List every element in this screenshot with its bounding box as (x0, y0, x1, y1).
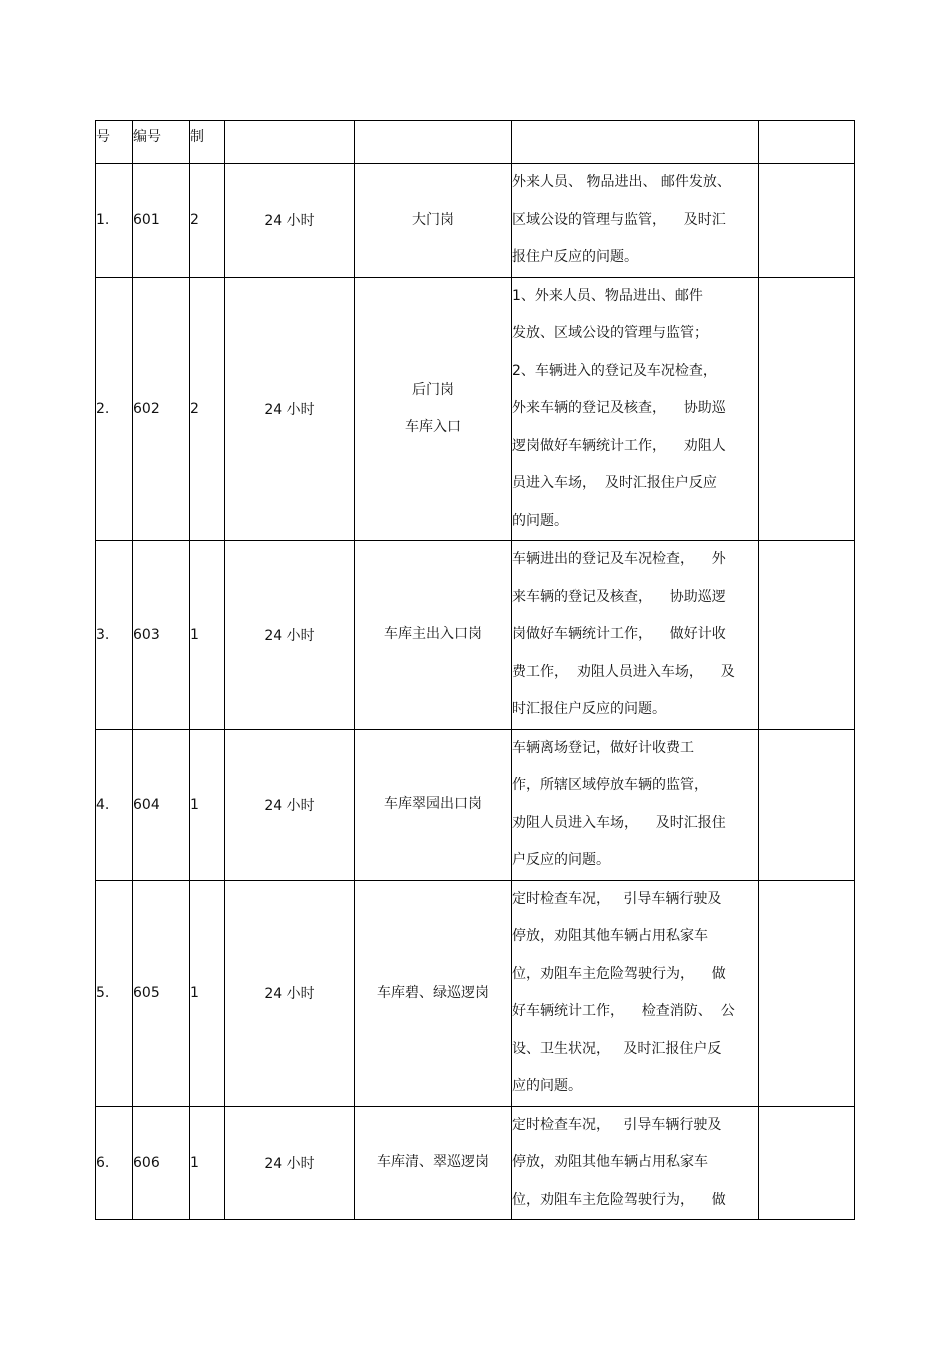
post-name-line: 车库入口 (405, 418, 461, 435)
duty-description-cell (512, 541, 759, 730)
duty-line: 外来人员、 物品进出、 邮件发放、 (512, 174, 731, 190)
shift-count-cell: 1 (190, 729, 225, 880)
duty-table (95, 120, 855, 1220)
row-number-cell: 6. (96, 1106, 133, 1220)
row-number-cell: 5. (96, 880, 133, 1106)
post-name-cell (355, 880, 512, 1106)
header-cell-hours (225, 121, 355, 164)
duty-line: 时汇报住户反应的问题。 (512, 701, 666, 717)
hours-cell: 24 小时 (225, 541, 355, 730)
hours-cell: 24 小时 (225, 729, 355, 880)
post-name-cell (355, 1106, 512, 1220)
duty-line: 停放，劝阻其他车辆占用私家车 (512, 928, 708, 944)
header-cell-shift: 制 (190, 121, 225, 164)
duty-description-cell (512, 164, 759, 278)
duty-line: 设、卫生状况， 及时汇报住户反 (512, 1040, 722, 1057)
post-name-line: 车库翠园出口岗 (384, 796, 482, 812)
duty-line: 作，所辖区域停放车辆的监管， (512, 777, 708, 793)
post-code-cell: 606 (133, 1106, 190, 1220)
table-row (96, 541, 855, 730)
remark-cell (759, 880, 855, 1106)
header-cell-duty (512, 121, 759, 164)
table-row (96, 880, 855, 1106)
table-row (96, 164, 855, 278)
duty-description-cell (512, 729, 759, 880)
duty-line: 1、外来人员、物品进出、邮件 (512, 287, 703, 304)
row-number-cell: 3. (96, 541, 133, 730)
shift-count-cell: 1 (190, 880, 225, 1106)
header-cell-post (355, 121, 512, 164)
header-row (96, 121, 855, 164)
header-cell-no: 号 (96, 121, 133, 164)
shift-count-cell: 2 (190, 164, 225, 278)
row-number-cell: 2. (96, 277, 133, 541)
duty-line: 位，劝阻车主危险驾驶行为， 做 (512, 965, 726, 982)
remark-cell (759, 277, 855, 541)
post-code-cell: 604 (133, 729, 190, 880)
hours-cell: 24 小时 (225, 880, 355, 1106)
post-code-cell: 605 (133, 880, 190, 1106)
duty-line: 车辆进出的登记及车况检查， 外 (512, 551, 726, 567)
header-cell-remark (759, 121, 855, 164)
duty-description-cell (512, 880, 759, 1106)
duty-line: 员进入车场， 及时汇报住户反应 (512, 475, 717, 491)
remark-cell (759, 541, 855, 730)
post-name-line: 车库碧、绿巡逻岗 (377, 984, 489, 1001)
header-cell-code: 编号 (133, 121, 190, 164)
duty-line: 的问题。 (512, 512, 568, 529)
duty-line: 车辆离场登记，做好计收费工 (512, 739, 694, 756)
duty-line: 位，劝阻车主危险驾驶行为， 做 (512, 1191, 726, 1208)
duty-description-cell (512, 1106, 759, 1220)
duty-line: 区域公设的管理与监管， 及时汇 (512, 211, 726, 228)
remark-cell (759, 729, 855, 880)
duty-line: 户反应的问题。 (512, 852, 610, 868)
post-code-cell: 601 (133, 164, 190, 278)
duty-line: 外来车辆的登记及核查， 协助巡 (512, 400, 726, 416)
post-code-cell: 603 (133, 541, 190, 730)
row-number-cell: 1. (96, 164, 133, 278)
shift-count-cell: 1 (190, 541, 225, 730)
post-name-line: 车库主出入口岗 (384, 626, 482, 643)
shift-count-cell: 2 (190, 277, 225, 541)
table-row (96, 277, 855, 541)
post-code-cell: 602 (133, 277, 190, 541)
duty-line: 劝阻人员进入车场， 及时汇报住 (512, 814, 726, 831)
remark-cell (759, 1106, 855, 1220)
duty-line: 费工作， 劝阻人员进入车场， 及 (512, 663, 735, 680)
duty-line: 应的问题。 (512, 1078, 582, 1094)
post-name-line: 车库清、翠巡逻岗 (377, 1154, 489, 1171)
post-name-cell (355, 541, 512, 730)
table-row (96, 1106, 855, 1220)
duty-line: 岗做好车辆统计工作， 做好计收 (512, 626, 726, 642)
table-row (96, 729, 855, 880)
duty-description-cell (512, 277, 759, 541)
hours-cell: 24 小时 (225, 1106, 355, 1220)
remark-cell (759, 164, 855, 278)
post-name-cell (355, 277, 512, 541)
duty-line: 报住户反应的问题。 (512, 249, 638, 265)
shift-count-cell: 1 (190, 1106, 225, 1220)
duty-line: 发放、区域公设的管理与监管； (512, 325, 708, 341)
duty-line: 逻岗做好车辆统计工作， 劝阻人 (512, 437, 726, 454)
duty-line: 停放，劝阻其他车辆占用私家车 (512, 1154, 708, 1170)
duty-line: 定时检查车况， 引导车辆行驶及 (512, 1116, 722, 1133)
post-name-cell (355, 729, 512, 880)
duty-line: 好车辆统计工作， 检查消防、 公 (512, 1003, 735, 1019)
hours-cell: 24 小时 (225, 164, 355, 278)
duty-line: 2、车辆进入的登记及车况检查， (512, 362, 717, 379)
row-number-cell: 4. (96, 729, 133, 880)
post-name-line: 大门岗 (412, 211, 454, 228)
post-name-line: 后门岗 (412, 381, 454, 398)
hours-cell: 24 小时 (225, 277, 355, 541)
duty-line: 来车辆的登记及核查， 协助巡逻 (512, 588, 726, 605)
post-name-cell (355, 164, 512, 278)
duty-line: 定时检查车况， 引导车辆行驶及 (512, 890, 722, 907)
